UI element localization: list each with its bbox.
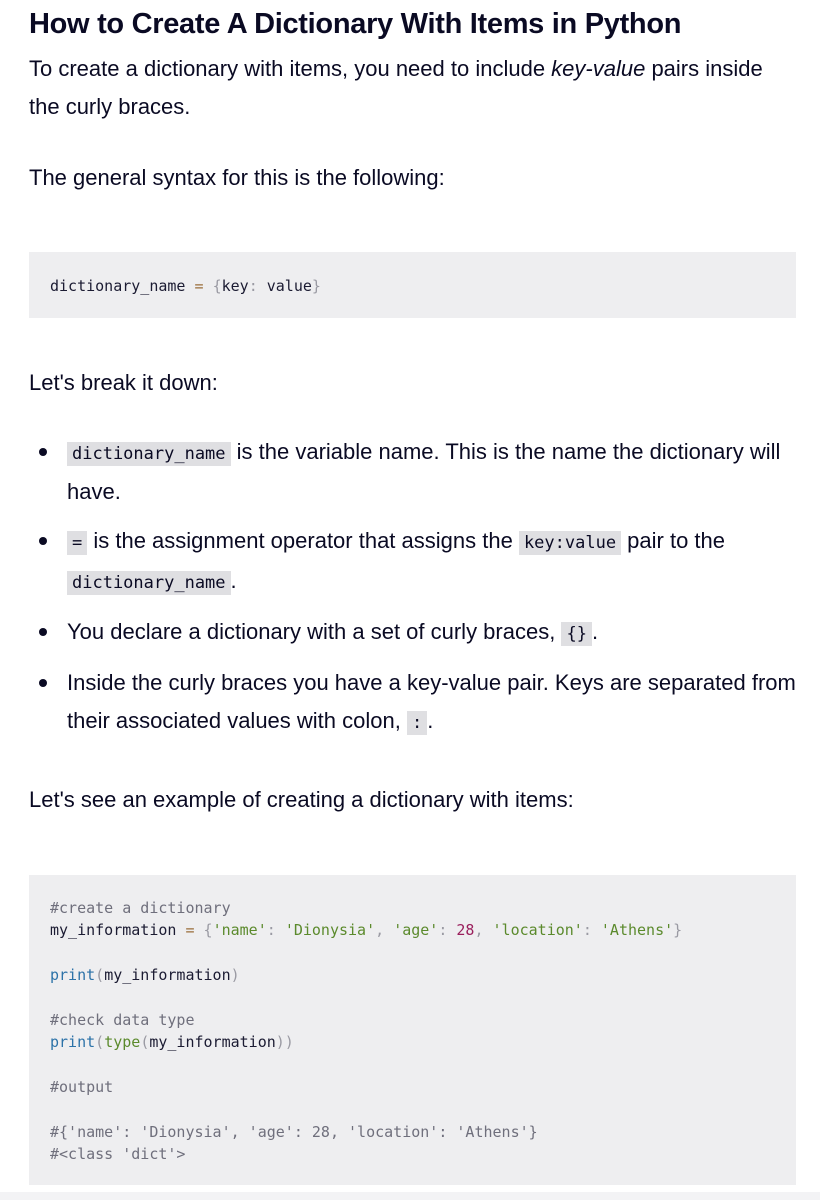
list-text: . bbox=[427, 708, 434, 733]
code-key: key bbox=[221, 277, 249, 295]
code-colon: : bbox=[582, 921, 592, 940]
code-comment: #create a dictionary bbox=[50, 899, 231, 917]
code-line bbox=[50, 1031, 796, 1053]
intro-emphasis: key-value bbox=[551, 56, 646, 81]
bullet-dot-icon bbox=[39, 537, 47, 545]
code-blank-line bbox=[50, 987, 796, 1009]
code-paren: ( bbox=[95, 966, 105, 985]
code-paren: ) bbox=[230, 966, 240, 985]
inline-code: = bbox=[67, 531, 87, 555]
page-bottom-strip bbox=[0, 1192, 820, 1200]
code-colon: : bbox=[266, 921, 276, 940]
code-variable: my_information bbox=[104, 966, 231, 985]
example-intro: Let's see an example of creating a dictionary with items: bbox=[29, 787, 574, 812]
code-string: 'Dionysia' bbox=[284, 921, 376, 940]
list-text: . bbox=[591, 619, 599, 644]
code-paren: ( bbox=[95, 1033, 105, 1052]
list-item bbox=[29, 522, 796, 602]
code-string: 'location' bbox=[492, 921, 583, 940]
list-item bbox=[29, 664, 796, 742]
bullet-dot-icon bbox=[39, 679, 47, 687]
code-colon: : bbox=[438, 921, 448, 940]
intro-paragraph bbox=[29, 50, 796, 126]
code-function: print bbox=[50, 1033, 96, 1052]
code-comma: , bbox=[375, 921, 385, 940]
code-comment: #<class 'dict'> bbox=[50, 1145, 186, 1164]
bullet-dot-icon bbox=[39, 448, 47, 456]
code-colon: : bbox=[248, 277, 258, 295]
intro-text-1: To create a dictionary with items, you need to include bbox=[29, 56, 552, 81]
list-text: is the variable name. This is the name the dictionary will have. bbox=[67, 439, 781, 504]
bullet-dot-icon bbox=[39, 628, 47, 636]
code-comment: #{'name': 'Dionysia', 'age': 28, 'location': 'Athens'} bbox=[50, 1122, 538, 1141]
code-blank-line bbox=[50, 1099, 796, 1121]
code-function: print bbox=[50, 966, 96, 985]
inline-code: dictionary_name bbox=[67, 571, 231, 595]
list-text: . bbox=[230, 568, 237, 593]
code-line bbox=[50, 275, 796, 297]
code-operator: = bbox=[194, 277, 204, 295]
list-text: is the assignment operator that assigns the bbox=[87, 528, 519, 553]
code-comment: #check data type bbox=[50, 1010, 195, 1029]
code-string: 'Athens' bbox=[600, 921, 674, 940]
code-blank-line bbox=[50, 942, 796, 964]
breakdown-intro: Let's break it down: bbox=[29, 370, 218, 395]
code-string: 'age' bbox=[393, 921, 439, 940]
list-text: You declare a dictionary with a set of curly braces, bbox=[67, 619, 562, 644]
code-comma: , bbox=[474, 921, 484, 940]
list-text: pair to the bbox=[621, 528, 726, 553]
inline-code: {} bbox=[561, 622, 591, 646]
code-comment: #output bbox=[50, 1078, 114, 1097]
inline-code: key:value bbox=[519, 531, 621, 555]
code-paren: )) bbox=[275, 1033, 294, 1052]
example-code-block[interactable] bbox=[29, 875, 796, 1185]
list-item bbox=[29, 613, 796, 653]
intro-text-2: pairs inside the curly braces. bbox=[29, 56, 763, 119]
code-function: type bbox=[104, 1033, 141, 1052]
code-string: 'name' bbox=[212, 921, 267, 940]
code-paren: ( bbox=[140, 1033, 150, 1052]
breakdown-list bbox=[29, 433, 796, 753]
code-brace-close: } bbox=[311, 277, 321, 295]
inline-code: dictionary_name bbox=[67, 442, 231, 466]
code-variable: my_information bbox=[149, 1033, 276, 1052]
code-brace-close: } bbox=[673, 921, 683, 940]
code-blank-line bbox=[50, 1054, 796, 1076]
code-brace-open: { bbox=[212, 277, 222, 295]
syntax-intro: The general syntax for this is the following: bbox=[29, 165, 445, 190]
inline-code: : bbox=[407, 711, 427, 735]
code-value: value bbox=[266, 277, 312, 295]
code-brace-open: { bbox=[203, 921, 213, 940]
code-number: 28 bbox=[456, 921, 475, 940]
syntax-code-block[interactable] bbox=[29, 252, 796, 318]
list-text: Inside the curly braces you have a key-value pair. Keys are separated from their associated values with colon, bbox=[67, 670, 796, 733]
code-name: dictionary_name bbox=[50, 277, 186, 295]
code-operator: = bbox=[185, 921, 195, 940]
code-line bbox=[50, 919, 796, 941]
code-line bbox=[50, 964, 796, 986]
list-item bbox=[29, 433, 796, 511]
code-variable: my_information bbox=[50, 921, 177, 940]
article-title: How to Create A Dictionary With Items in Python bbox=[29, 8, 682, 40]
